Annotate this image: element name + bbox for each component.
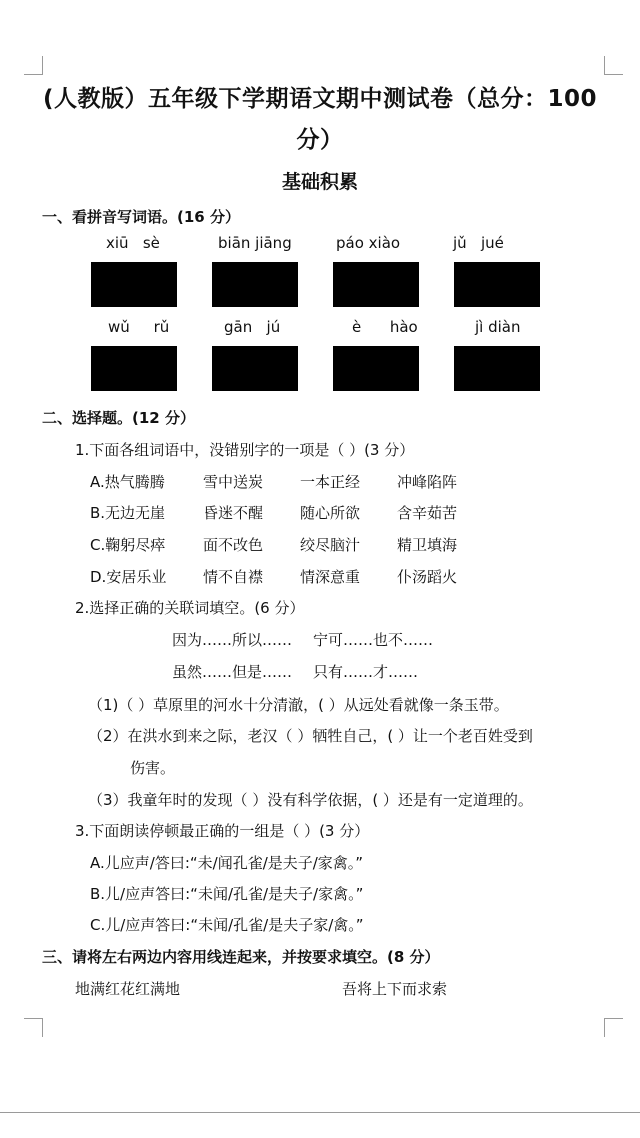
reading-option: C.儿/应声答曰:“未闻/孔雀/是夫子家/禽。” <box>90 916 364 934</box>
page-bottom-divider <box>0 1112 640 1113</box>
option-word: 冲峰陷阵 <box>397 473 458 491</box>
answer-box[interactable] <box>454 346 540 391</box>
section-2-heading: 二、选择题。(12 分） <box>42 409 195 427</box>
crop-mark-top-left <box>24 56 43 75</box>
pinyin-label: wǔ rǔ <box>108 318 170 336</box>
option-word: 昏迷不醒 <box>203 504 264 522</box>
reading-option: A.儿应声/答曰:“未/闻孔雀/是夫子/家禽。” <box>90 854 364 872</box>
answer-box[interactable] <box>91 346 177 391</box>
section-subtitle: 基础积累 <box>281 171 358 193</box>
option-word: D.安居乐业 <box>90 568 167 586</box>
crop-mark-bottom-right <box>604 1018 623 1037</box>
option-word: A.热气腾腾 <box>90 473 165 491</box>
fill-in-item: （3）我童年时的发现（ ）没有科学依据，( ）还是有一定道理的。 <box>88 791 533 809</box>
answer-box[interactable] <box>333 346 419 391</box>
fill-in-item: （1)（ ）草原里的河水十分清澈，( ）从远处看就像一条玉带。 <box>88 696 509 714</box>
pinyin-label: gān jú <box>224 318 281 336</box>
pinyin-label: è hào <box>352 318 418 336</box>
fill-in-item-continuation: 伤害。 <box>130 759 176 777</box>
option-word: B.无边无崖 <box>90 504 166 522</box>
section-3-heading: 三、请将左右两边内容用线连起来，并按要求填空。(8 分） <box>42 948 440 966</box>
conjunction-choice: 只有……才…… <box>313 663 419 681</box>
option-word: 情深意重 <box>300 568 361 586</box>
answer-box[interactable] <box>91 262 177 307</box>
option-word: 情不自襟 <box>203 568 264 586</box>
question-1-stem: 1.下面各组词语中，没错别字的一项是（ ）(3 分） <box>75 441 415 459</box>
pinyin-label: biān jiāng <box>218 234 292 252</box>
answer-box[interactable] <box>333 262 419 307</box>
option-word: 面不改色 <box>203 536 264 554</box>
conjunction-choice: 因为……所以…… <box>172 631 293 649</box>
pinyin-label: jǔ jué <box>453 234 504 252</box>
option-word: 含辛茹苦 <box>397 504 458 522</box>
option-word: 仆汤蹈火 <box>397 568 458 586</box>
option-word: 一本正经 <box>300 473 361 491</box>
crop-mark-bottom-left <box>24 1018 43 1037</box>
fill-in-item: （2）在洪水到来之际，老汉（ ）牺牲自己，( ）让一个老百姓受到 <box>88 727 533 745</box>
page-title-line-1: (人教版）五年级下学期语文期中测试卷（总分：100 <box>42 86 598 112</box>
option-word: 雪中送炭 <box>203 473 264 491</box>
question-3-stem: 3.下面朗读停顿最正确的一组是（ ）(3 分） <box>75 822 370 840</box>
conjunction-choice: 虽然……但是…… <box>172 663 293 681</box>
pinyin-label: páo xiào <box>336 234 401 252</box>
pinyin-label: jì diàn <box>475 318 521 336</box>
crop-mark-top-right <box>604 56 623 75</box>
match-right-item: 吾将上下而求索 <box>342 980 448 998</box>
answer-box[interactable] <box>454 262 540 307</box>
pinyin-label: xiū sè <box>106 234 160 252</box>
conjunction-choice: 宁可……也不…… <box>313 631 434 649</box>
reading-option: B.儿/应声答曰:“未闻/孔雀/是夫子/家禽。” <box>90 885 364 903</box>
option-word: C.鞠躬尽瘁 <box>90 536 166 554</box>
match-left-item: 地满红花红满地 <box>75 980 181 998</box>
answer-box[interactable] <box>212 262 298 307</box>
section-1-heading: 一、看拼音写词语。(16 分） <box>42 208 240 226</box>
page-title-line-2: 分） <box>296 127 344 153</box>
option-word: 精卫填海 <box>397 536 458 554</box>
option-word: 随心所欲 <box>300 504 361 522</box>
option-word: 绞尽脑汁 <box>300 536 361 554</box>
answer-box[interactable] <box>212 346 298 391</box>
question-2-stem: 2.选择正确的关联词填空。(6 分） <box>75 599 305 617</box>
